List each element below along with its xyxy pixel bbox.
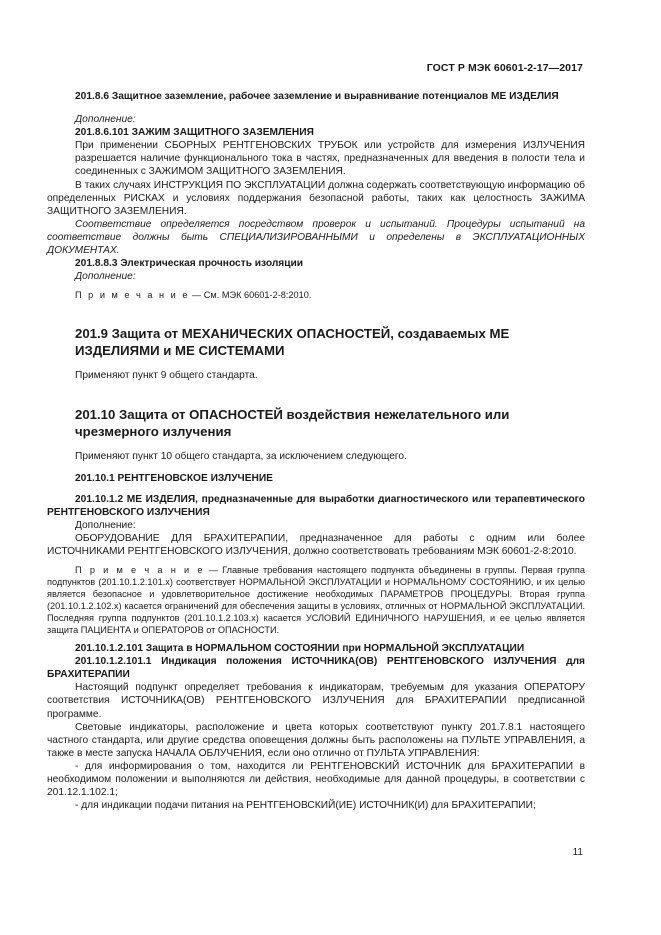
section-201-10-1-2-p1: ОБОРУДОВАНИЕ ДЛЯ БРАХИТЕРАПИИ, предназначенное для работы с одним или более ИСТОЧНИКАМИ РЕНТГЕНОВСКОГО ИЗЛУЧЕНИЯ, должно соответствовать требованиям МЭК 60601-2-8:2010.	[47, 532, 585, 557]
section-201-10-1-2-note	[47, 564, 585, 636]
section-201-10-text: Применяют пункт 10 общего стандарта, за исключением следующего.	[75, 451, 407, 463]
page-number: 11	[572, 847, 583, 858]
note-text: — Главные требования настоящего подпункта объединены в группы. Первая группа подпунктов (201.10.1.2.101.х) соответствует НОРМАЛЬНОЙ ЭКСПЛУАТАЦИИ и НОРМАЛЬНОМУ СОСТОЯНИЮ, и их целью является безопасное и удовлетворительное достижение необходимых ПАРАМЕТРОВ ПРОЦЕДУРЫ. Вторая группа (201.10.1.2.102.х) касается ограничений для обеспечения защиты в условиях, отличных от НОРМАЛЬНОЙ ЭКСПЛУАТАЦИИ. Последняя группа подпунктов (201.10.1.2.103.х) касается УСЛОВИЙ ЕДИНИЧНОГО НАРУШЕНИЯ, и ее целью является защита ПАЦИЕНТА и ОПЕРАТОРОВ от ОПАСНОСТИ.	[47, 565, 585, 636]
section-201-8-6-101-title: 201.8.6.101 ЗАЖИМ ЗАЩИТНОГО ЗАЗЕМЛЕНИЯ	[75, 127, 314, 139]
section-201-10-1-2-101-1-p1: Настоящий подпункт определяет требования к индикаторам, требуемым для указания ОПЕРАТОРУ соответствия ИСТОЧНИКА(ОВ) РЕНТГЕНОВСКОГО ИЗЛУЧЕНИЯ для БРАХИТЕРАПИИ предписанной программе.	[47, 682, 585, 720]
section-201-8-6-101-p1: При применении СБОРНЫХ РЕНТГЕНОВСКИХ ТРУБОК или устройств для измерения ИЗЛУЧЕНИЯ разрешается наличие функционального тока в частях, предназначенных для введения в полости тела и соединенных с ЗАЖИМОМ ЗАЩИТНОГО ЗАЗЕМЛЕНИЯ.	[75, 140, 585, 178]
note-text: — См. МЭК 60601-2-8:2010.	[189, 290, 312, 301]
section-201-10-title: 201.10 Защита от ОПАСНОСТЕЙ воздействия нежелательного или чрезмерного излучения	[75, 407, 510, 440]
section-201-9-text: Применяют пункт 9 общего стандарта.	[75, 370, 258, 382]
note-label: П р и м е ч а н и е	[75, 565, 205, 576]
note-label: П р и м е ч а н и е	[75, 290, 190, 301]
section-201-10-1-title: 201.10.1 РЕНТГЕНОВСКОЕ ИЗЛУЧЕНИЕ	[75, 472, 273, 484]
section-201-8-6-101-p2: В таких случаях ИНСТРУКЦИЯ ПО ЭКСПЛУАТАЦИИ должна содержать соответствующую информацию об определенных РИСКАХ и условиях поддержания безопасной работы, таких как целостность ЗАЖИМА ЗАЩИТНОГО ЗАЗЕМЛЕНИЯ.	[47, 179, 585, 217]
section-201-8-8-3-addition: Дополнение:	[75, 271, 136, 283]
section-201-9-title: 201.9 Защита от МЕХАНИЧЕСКИХ ОПАСНОСТЕЙ, создаваемых МЕ ИЗДЕЛИЯМИ и МЕ СИСТЕМАМИ	[75, 326, 510, 359]
page-content	[47, 90, 585, 812]
list-item: - для информирования о том, находится ли РЕНТГЕНОВСКИЙ ИСТОЧНИК для БРАХИТЕРАПИИ в необходимом положении и выполняются ли действия, необходимые для данной процедуры, в соответствии с 201.12.1.102.1;	[47, 760, 585, 799]
section-201-10-1-2-101-1-title: 201.10.1.2.101.1 Индикация положения ИСТОЧНИКА(ОВ) РЕНТГЕНОВСКОГО ИЗЛУЧЕНИЯ для БРАХИТЕРАПИИ	[47, 656, 585, 681]
list-item: - для индикации подачи питания на РЕНТГЕНОВСКИЙ(ИЕ) ИСТОЧНИК(И) для БРАХИТЕРАПИИ;	[75, 800, 536, 812]
section-201-10-1-2-101-1-p2: Световые индикаторы, расположение и цвета которых соответствуют пункту 201.7.8.1 настоящего частного стандарта, или другие средства оповещения должны быть расположены на ПУЛЬТЕ УПРАВЛЕНИЯ, а также в месте запуска НАЧАЛА ОБЛУЧЕНИЯ, если оно отлично от ПУЛЬТА УПРАВЛЕНИЯ:	[47, 721, 585, 759]
section-201-8-6-addition: Дополнение:	[75, 114, 136, 126]
section-201-8-8-3-title: 201.8.8.3 Электрическая прочность изоляции	[75, 258, 304, 270]
section-201-8-8-3-note	[75, 289, 585, 301]
section-201-8-6-101-p3: Соответствие определяется посредством проверок и испытаний. Процедуры испытаний на соответствие должны быть СПЕЦИАЛИЗИРОВАННЫМИ и определены в ЭКСПЛУАТАЦИОННЫХ ДОКУМЕНТАХ.	[47, 218, 585, 257]
section-201-10-1-2-101-title: 201.10.1.2.101 Защита в НОРМАЛЬНОМ СОСТОЯНИИ при НОРМАЛЬНОЙ ЭКСПЛУАТАЦИИ	[75, 643, 525, 655]
section-201-10-1-2-title: 201.10.1.2 МЕ ИЗДЕЛИЯ, предназначенные для выработки диагностического или терапевтического РЕНТГЕНОВСКОГО ИЗЛУЧЕНИЯ	[47, 493, 585, 518]
section-201-10-1-2-addition: Дополнение:	[75, 519, 136, 531]
section-201-8-6-title: 201.8.6 Защитное заземление, рабочее заземление и выравнивание потенциалов МЕ ИЗДЕЛИЯ	[75, 91, 559, 102]
standard-header: ГОСТ Р МЭК 60601-2-17—2017	[426, 62, 583, 74]
